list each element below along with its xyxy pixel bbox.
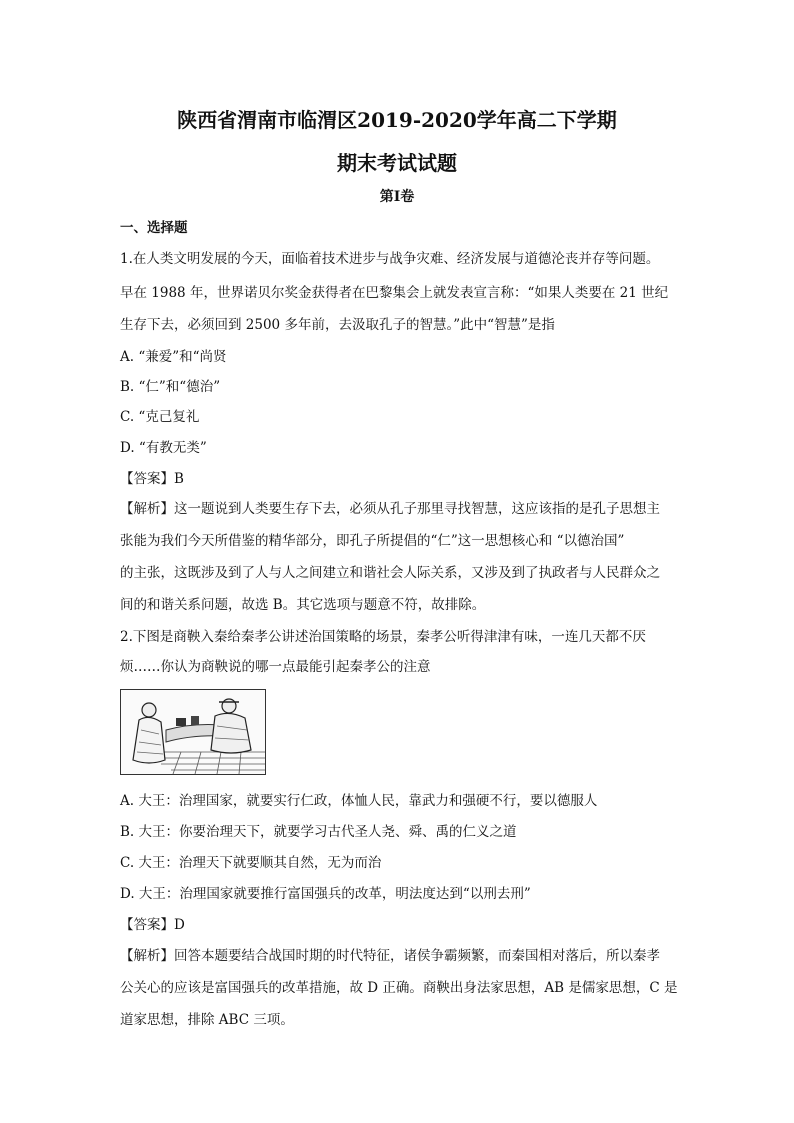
q1-answer: 【答案】B — [120, 471, 184, 487]
q2-option-d: D. 大王：治理国家就要推行富国强兵的改革，明法度达到“以刑去刑” — [120, 886, 531, 902]
volume-label: 第Ⅰ卷 — [379, 189, 415, 205]
q1-analysis-line: 间的和谐关系问题，故选 B。其它选项与题意不符，故排除。 — [120, 597, 486, 613]
document-title: 陕西省渭南市临渭区2019-2020学年高二下学期 — [177, 108, 617, 132]
q2-answer: 【答案】D — [120, 917, 185, 933]
q1-analysis-line: 【解析】这一题说到人类要生存下去，必须从孔子那里寻找智慧，这应该指的是孔子思想主 — [120, 501, 660, 517]
q1-option-a: A. “兼爱”和“尚贤 — [120, 349, 227, 365]
q1-analysis-line: 张能为我们今天所借鉴的精华部分，即孔子所提倡的“仁”这一思想核心和 “以德治国” — [120, 533, 625, 549]
q2-analysis-line: 道家思想，排除 ABC 三项。 — [120, 1012, 294, 1028]
q2-analysis-line: 【解析】回答本题要结合战国时期的时代特征，诸侯争霸频繁，而秦国相对落后，所以秦孝 — [120, 948, 660, 964]
document-subtitle: 期末考试试题 — [337, 151, 457, 175]
q2-stem-line: 烦……你认为商鞅说的哪一点最能引起秦孝公的注意 — [120, 659, 431, 675]
q1-stem-line: 1.在人类文明发展的今天，面临着技术进步与战争灾难、经济发展与道德沦丧并存等问题。 — [120, 251, 660, 267]
q1-option-d: D. “有教无类” — [120, 440, 207, 456]
q2-stem-line: 2.下图是商鞅入秦给秦孝公讲述治国策略的场景，秦孝公听得津津有味，一连几天都不厌 — [120, 629, 646, 645]
q2-option-b: B. 大王：你要治理天下，就要学习古代圣人尧、舜、禹的仁义之道 — [120, 824, 517, 840]
section-heading: 一、选择题 — [120, 220, 188, 236]
q2-option-a: A. 大王：治理国家，就要实行仁政，体恤人民，靠武力和强硬不行，要以德服人 — [120, 793, 598, 809]
q1-option-c: C. “克己复礼 — [120, 409, 200, 425]
q1-stem-line: 早在 1988 年，世界诺贝尔奖金获得者在巴黎集会上就发表宣言称：“如果人类要在 21 世纪 — [120, 285, 669, 301]
q1-stem-line: 生存下去，必须回到 2500 多年前，去汲取孔子的智慧。”此中“智慧”是指 — [120, 317, 555, 333]
q1-option-b: B. “仁”和“德治” — [120, 379, 221, 395]
q1-analysis-line: 的主张，这既涉及到了人与人之间建立和谐社会人际关系，又涉及到了执政者与人民群众之 — [120, 565, 660, 581]
illustration-image — [120, 689, 266, 775]
q2-analysis-line: 公关心的应该是富国强兵的改革措施，故 D 正确。商鞅出身法家思想，AB 是儒家思想，C 是 — [120, 980, 678, 996]
q2-option-c: C. 大王：治理天下就要顺其自然，无为而治 — [120, 855, 382, 871]
